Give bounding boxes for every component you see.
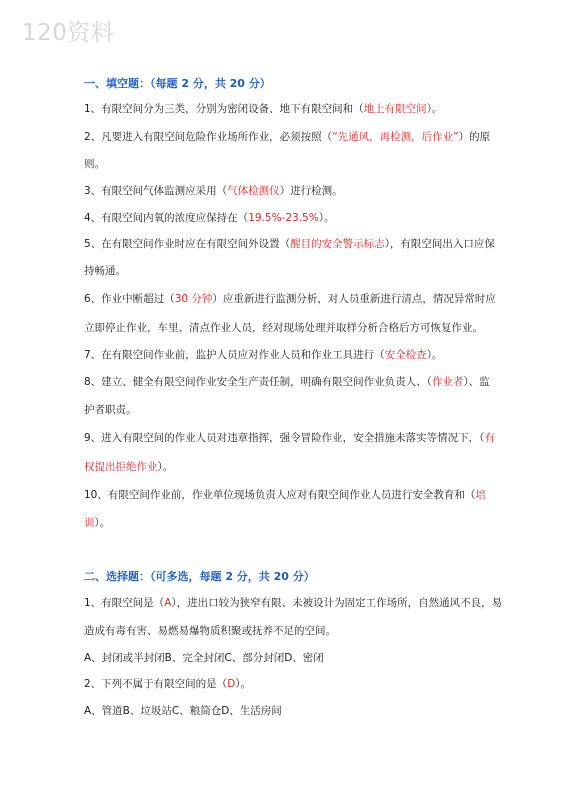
answer: 作业者 — [431, 376, 464, 388]
section-heading-fill-in — [84, 75, 271, 91]
question-2-cont: 则。 — [84, 158, 105, 170]
answer: 有 — [484, 432, 495, 444]
choice-question-2-options: A、管道B、垃圾站C、粮筒仓D、生活房间 — [84, 705, 282, 717]
question-10: 10、有限空间作业前，作业单位现场负责人应对有限空间作业人员进行安全教育和（培 — [84, 489, 486, 501]
section-note: （可多选，每题 2 分，共 20 分） — [150, 570, 315, 583]
answer: 19.5%-23.5% — [248, 212, 319, 224]
question-6: 6、作业中断超过（30 分钟）应重新进行监测分析，对人员重新进行清点，情况异常时应 — [84, 293, 496, 305]
question-5-cont: 持畅通。 — [84, 265, 126, 277]
choice-question-2: 2、下列不属于有限空间的是（D）。 — [84, 678, 252, 690]
question-1: 1、有限空间分为三类，分别为密闭设备、地下有限空间和（地上有限空间）。 — [84, 103, 443, 115]
question-8-cont: 护者职责。 — [84, 404, 137, 416]
section-title: 一、填空题： — [84, 77, 150, 90]
question-6-cont: 立即停止作业，车里、清点作业人员，经对现场处理并取样分析合格后方可恢复作业。 — [84, 322, 483, 334]
question-7: 7、在有限空间作业前，监护人员应对作业人员和作业工具进行（安全检查）。 — [84, 349, 443, 361]
answer: A — [164, 597, 172, 609]
answer: 气体检测仪 — [227, 185, 280, 197]
answer: 安全检查 — [384, 349, 427, 361]
question-8: 8、建立、健全有限空间作业安全生产责任制，明确有限空间作业负责人、（作业者）、监 — [84, 376, 490, 388]
answer: D — [227, 678, 236, 690]
question-5: 5、在有限空间作业时应在有限空间外设置（醒目的安全警示标志），有限空间出入口应保 — [84, 238, 495, 250]
choice-question-1: 1、有限空间是（A），进出口较为狭窄有限、未被设计为固定工作场所，自然通风不良，易 — [84, 597, 503, 609]
watermark-logo: 120资料 — [22, 20, 115, 46]
section-heading-multiple-choice — [84, 568, 315, 584]
answer: 权提出拒绝作业 — [84, 461, 158, 473]
answer: “先通风，再检测，后作业” — [332, 131, 459, 143]
answer: 培 — [475, 489, 486, 501]
answer: 30 分钟 — [174, 293, 213, 305]
answer: 训 — [84, 517, 95, 529]
question-3: 3、有限空间气体监测应采用（气体检测仪）进行检测。 — [84, 185, 343, 197]
choice-question-1-cont: 造成有毒有害、易燃易爆物质积聚或抚养不足的空间。 — [84, 625, 336, 637]
question-9: 9、进入有限空间的作业人员对违章指挥，强令冒险作业，安全措施未落实等情况下，（有 — [84, 432, 495, 444]
question-4: 4、有限空间内氧的浓度应保持在（19.5%-23.5%）。 — [84, 212, 335, 224]
question-2: 2、凡要进入有限空间危险作业场所作业，必须按照（“先通风，再检测，后作业”）的原 — [84, 131, 491, 143]
answer: 地上有限空间 — [363, 103, 427, 115]
question-10-cont: 训）。 — [84, 517, 111, 529]
section-note: （每题 2 分，共 20 分） — [150, 77, 271, 90]
answer: 醒目的安全警示标志 — [290, 238, 385, 250]
section-title: 二、选择题： — [84, 570, 150, 583]
choice-question-1-options: A、封闭或半封闭B、完全封闭C、部分封闭D、密闭 — [84, 652, 324, 664]
question-9-cont: 权提出拒绝作业）。 — [84, 461, 174, 473]
